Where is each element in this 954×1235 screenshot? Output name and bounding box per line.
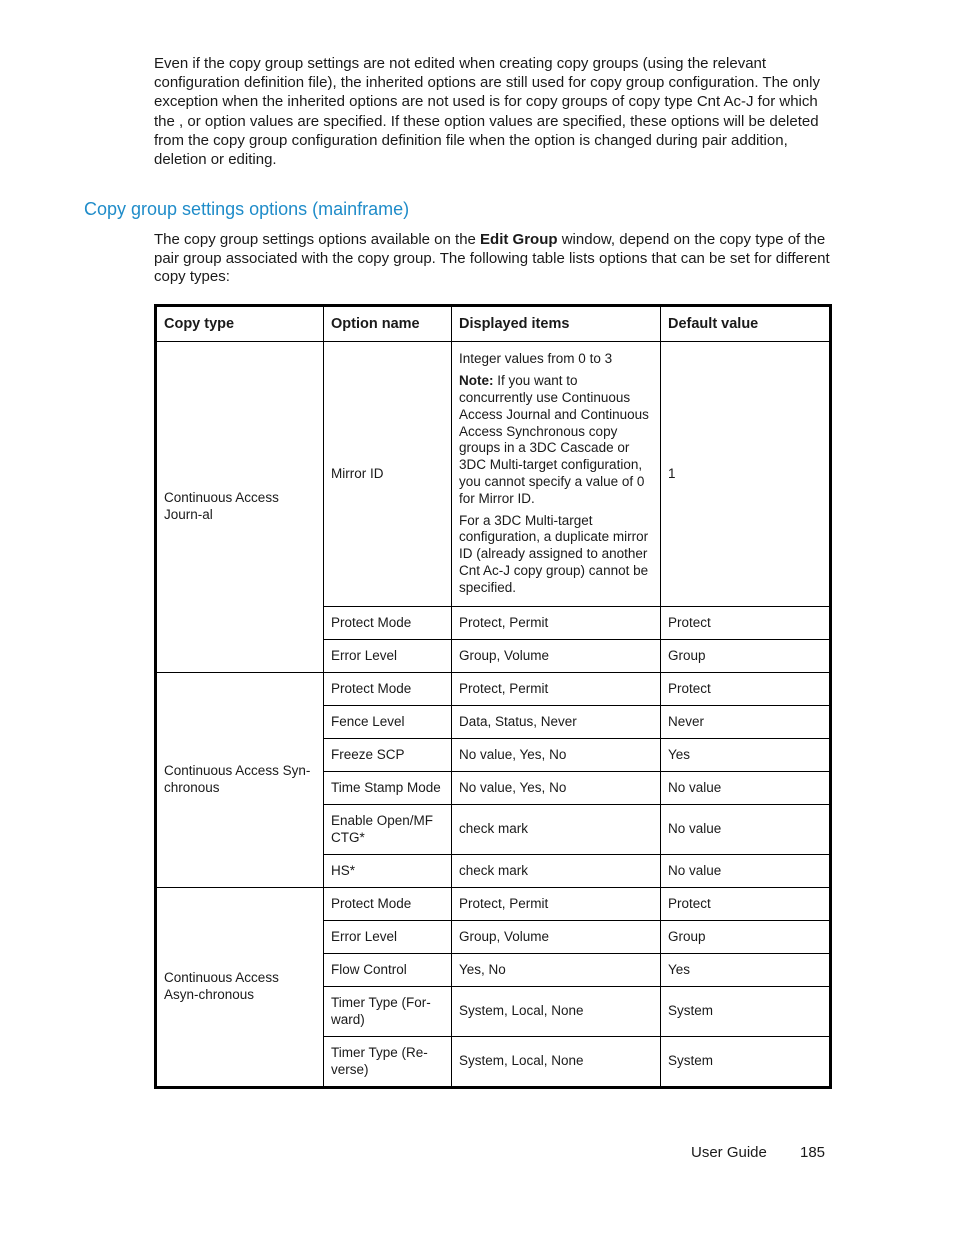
footer-guide-title: User Guide [691, 1144, 767, 1161]
lead-paragraph [154, 231, 830, 287]
default-value-cell: Yes [661, 954, 831, 987]
default-value-cell: No value [661, 855, 831, 888]
option-name-cell: Time Stamp Mode [324, 772, 452, 805]
displayed-items-cell: No value, Yes, No [452, 739, 661, 772]
option-name-cell: Mirror ID [324, 342, 452, 607]
header-displayed-items: Displayed items [452, 306, 661, 342]
default-value-cell: No value [661, 805, 831, 855]
copy-type-cell: Continuous Access Syn-chronous [156, 673, 324, 888]
option-name-cell: Fence Level [324, 706, 452, 739]
default-value-cell: Group [661, 921, 831, 954]
lead-text-before: The copy group settings options available on the [154, 231, 481, 248]
option-name-cell: Flow Control [324, 954, 452, 987]
displayed-items-cell: Protect, Permit [452, 607, 661, 640]
page-number: 185 [800, 1144, 826, 1161]
note-text: If you want to concurrently use Continuous Access Journal and Continuous Access Synchronous copy groups in a 3DC Cascade or 3DC Multi-target configuration, you cannot specify a value of 0 for Mirror ID. [459, 373, 649, 506]
default-value-cell: Yes [661, 739, 831, 772]
copy-type-cell: Continuous Access Journ-al [156, 342, 324, 673]
default-value-cell: 1 [661, 342, 831, 607]
intro-paragraph: Even if the copy group settings are not edited when creating copy groups (using the relevant configuration definition file), the inherited options are still used for copy group configuration. The only exception when the inherited options are not used is for copy groups of copy type Cnt Ac-J for which the , or option values are specified. If these option values are specified, these options will be deleted from the copy group configuration definition file when the option is changed during pair addition, deletion or editing. [154, 55, 820, 169]
default-value-cell: System [661, 1037, 831, 1088]
note-label: Note: [459, 373, 494, 389]
option-name-cell: Enable Open/MF CTG* [324, 805, 452, 855]
default-value-cell: Protect [661, 673, 831, 706]
option-name-cell: Error Level [324, 921, 452, 954]
default-value-cell: Group [661, 640, 831, 673]
header-copy-type: Copy type [156, 306, 324, 342]
header-option-name: Option name [324, 306, 452, 342]
displayed-items-cell: Group, Volume [452, 640, 661, 673]
table-row [156, 673, 831, 706]
displayed-items-cell: check mark [452, 855, 661, 888]
mirror-id-multitarget-note: For a 3DC Multi-target configuration, a duplicate mirror ID (already assigned to another Cnt Ac-J copy group) cannot be specified. [459, 512, 649, 595]
displayed-items-cell: No value, Yes, No [452, 772, 661, 805]
option-name-cell: Protect Mode [324, 673, 452, 706]
option-name-cell: Timer Type (For-ward) [324, 987, 452, 1037]
lead-text-after: window, depend on the copy type of the pair group associated with the copy group. The following table lists options that can be set for different copy types: [154, 231, 830, 286]
displayed-items-cell: Group, Volume [452, 921, 661, 954]
displayed-items-cell: Data, Status, Never [452, 706, 661, 739]
table-row [156, 888, 831, 921]
option-name-cell: Error Level [324, 640, 452, 673]
displayed-items-cell [452, 342, 661, 607]
default-value-cell: Never [661, 706, 831, 739]
edit-group-window-name: Edit Group [480, 231, 558, 248]
displayed-items-cell: System, Local, None [452, 1037, 661, 1088]
section-title: Copy group settings options (mainframe) [84, 199, 410, 219]
option-name-cell: Protect Mode [324, 607, 452, 640]
option-name-cell: Freeze SCP [324, 739, 452, 772]
header-default-value: Default value [661, 306, 831, 342]
default-value-cell: System [661, 987, 831, 1037]
copy-type-cell: Continuous Access Asyn-chronous [156, 888, 324, 1088]
option-name-cell: Timer Type (Re-verse) [324, 1037, 452, 1088]
option-name-cell: Protect Mode [324, 888, 452, 921]
displayed-items-cell: Protect, Permit [452, 888, 661, 921]
table-header-row [156, 306, 831, 342]
displayed-items-cell: Protect, Permit [452, 673, 661, 706]
default-value-cell: Protect [661, 888, 831, 921]
displayed-items-cell: System, Local, None [452, 987, 661, 1037]
table-row [156, 342, 831, 607]
mirror-id-note [459, 373, 653, 507]
default-value-cell: No value [661, 772, 831, 805]
displayed-items-cell: check mark [452, 805, 661, 855]
default-value-cell: Protect [661, 607, 831, 640]
option-name-cell: HS* [324, 855, 452, 888]
options-table [154, 304, 832, 1089]
displayed-items-cell: Yes, No [452, 954, 661, 987]
mirror-id-range: Integer values from 0 to 3 [459, 351, 613, 367]
